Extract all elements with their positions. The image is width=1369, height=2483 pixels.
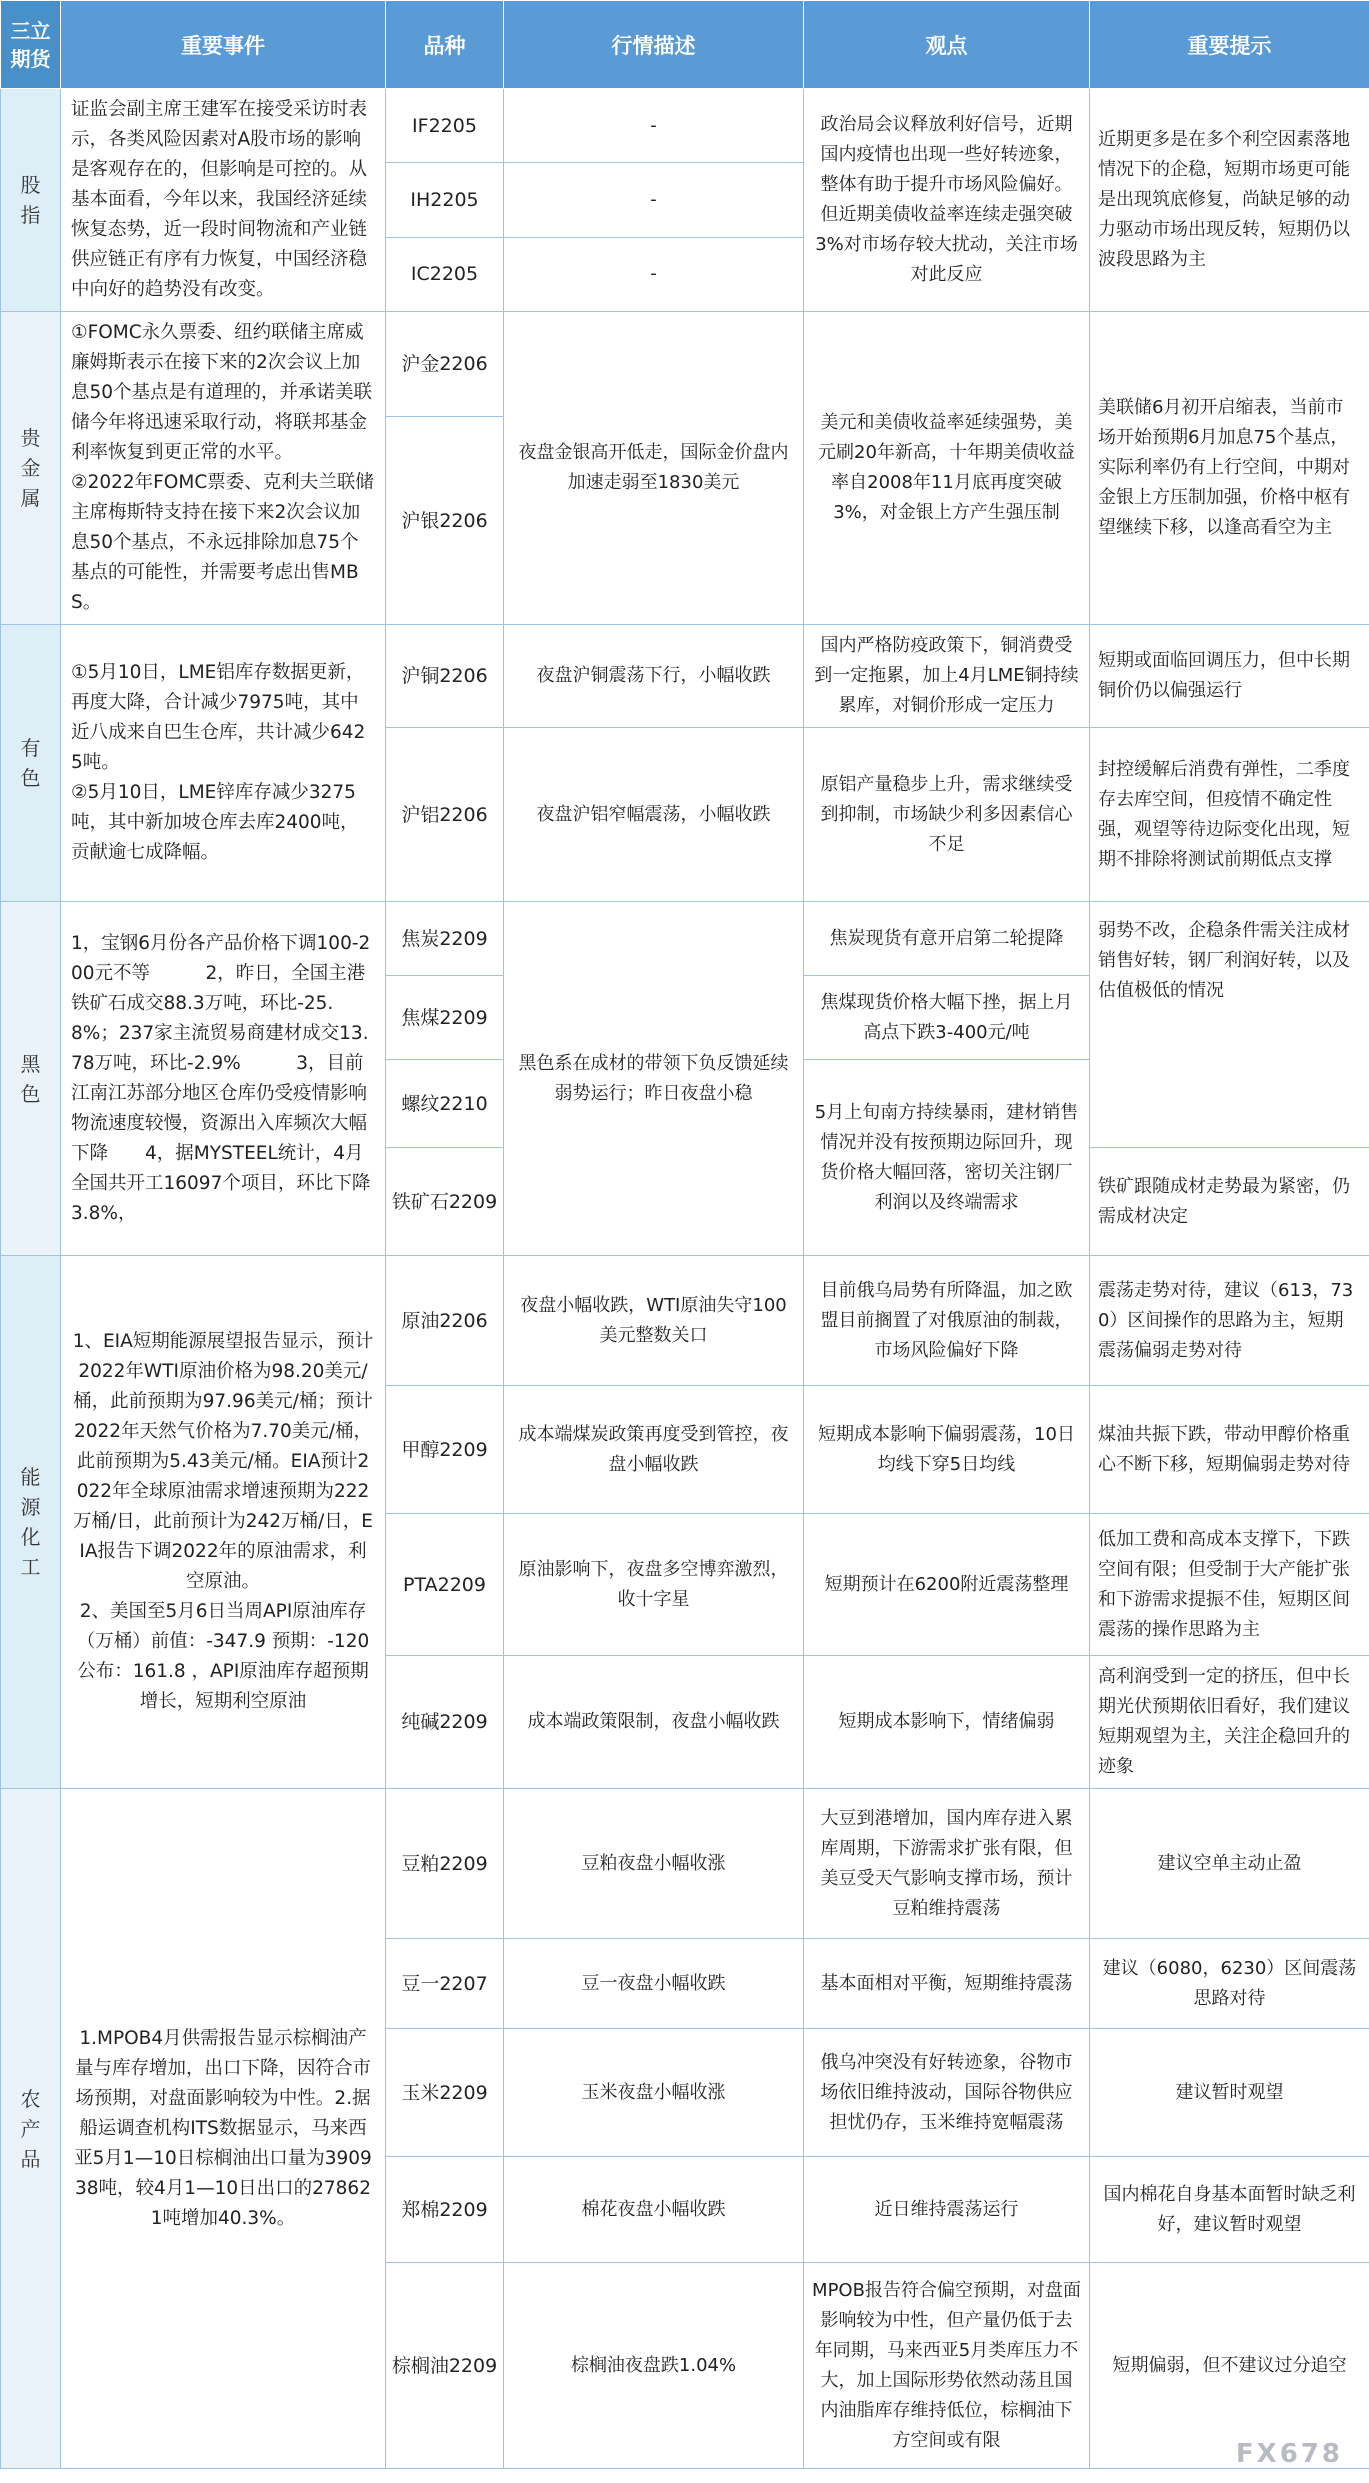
- hint-cell: 封控缓解后消费有弹性，二季度存去库空间，但疫情不确定性强，观望等待边际变化出现，短期不排除将测试前期低点支撑: [1090, 728, 1369, 902]
- category-ferrous: 黑 色: [1, 902, 61, 1256]
- market-cell: 成本端政策限制，夜盘小幅收跌: [504, 1656, 804, 1789]
- hint-cell: 国内棉花自身基本面暂时缺乏利好，建议暂时观望: [1090, 2157, 1369, 2263]
- hint-cell: 短期偏弱，但不建议过分追空: [1090, 2263, 1369, 2469]
- market-cell: 豆一夜盘小幅收跌: [504, 1939, 804, 2029]
- table-row: [1, 1789, 1369, 1939]
- market-cell: 夜盘金银高开低走，国际金价盘内加速走弱至1830美元: [504, 312, 804, 625]
- market-cell: -: [504, 237, 804, 311]
- table-row: [1, 625, 1369, 728]
- table-header-row: [1, 1, 1369, 89]
- variety-cell: IC2205: [386, 237, 504, 311]
- hint-cell: 建议暂时观望: [1090, 2029, 1369, 2157]
- variety-cell: 棕榈油2209: [386, 2263, 504, 2469]
- hint-cell: 震荡走势对待，建议（613，730）区间操作的思路为主，短期震荡偏弱走势对待: [1090, 1256, 1369, 1386]
- variety-cell: 豆一2207: [386, 1939, 504, 2029]
- view-cell: 近日维持震荡运行: [804, 2157, 1090, 2263]
- variety-cell: 焦炭2209: [386, 902, 504, 976]
- variety-cell: 螺纹2210: [386, 1060, 504, 1148]
- category-nonferrous: 有 色: [1, 625, 61, 902]
- market-cell: 夜盘小幅收跌，WTI原油失守100美元整数关口: [504, 1256, 804, 1386]
- variety-cell: PTA2209: [386, 1514, 504, 1656]
- variety-cell: 沪铜2206: [386, 625, 504, 728]
- hint-cell: 近期更多是在多个利空因素落地情况下的企稳，短期市场更可能是出现筑底修复，尚缺足够的动力驱动市场出现反转，短期仍以波段思路为主: [1090, 89, 1369, 312]
- view-cell: 短期成本影响下偏弱震荡，10日均线下穿5日均线: [804, 1386, 1090, 1514]
- category-energy-chemicals: 能 源 化 工: [1, 1256, 61, 1789]
- header-market: 行情描述: [504, 1, 804, 89]
- hint-cell: 煤油共振下跌，带动甲醇价格重心不断下移，短期偏弱走势对待: [1090, 1386, 1369, 1514]
- view-cell: 短期成本影响下，情绪偏弱: [804, 1656, 1090, 1789]
- event-cell: 证监会副主席王建军在接受采访时表示，各类风险因素对A股市场的影响是客观存在的，但影响是可控的。从基本面看，今年以来，我国经济延续恢复态势，近一段时间物流和产业链供应链正有序有力恢复，中国经济稳中向好的趋势没有改变。: [61, 89, 386, 312]
- view-cell: 目前俄乌局势有所降温，加之欧盟目前搁置了对俄原油的制裁，市场风险偏好下降: [804, 1256, 1090, 1386]
- category-stock-index: 股 指: [1, 89, 61, 312]
- view-cell: 美元和美债收益率延续强势，美元刷20年新高，十年期美债收益率自2008年11月底再度突破3%，对金银上方产生强压制: [804, 312, 1090, 625]
- variety-cell: 甲醇2209: [386, 1386, 504, 1514]
- hint-cell: 铁矿跟随成材走势最为紧密，仍需成材决定: [1090, 1148, 1369, 1256]
- header-view: 观点: [804, 1, 1090, 89]
- market-cell: -: [504, 163, 804, 237]
- variety-cell: 焦煤2209: [386, 976, 504, 1060]
- market-cell: 成本端煤炭政策再度受到管控，夜盘小幅收跌: [504, 1386, 804, 1514]
- category-agriculture: 农 产 品: [1, 1789, 61, 2469]
- header-event: 重要事件: [61, 1, 386, 89]
- event-cell: ①5月10日，LME铝库存数据更新，再度大降，合计减少7975吨，其中近八成来自巴生仓库，共计减少6425吨。 ②5月10日，LME锌库存减少3275吨，其中新加坡仓库去库2400吨，贡献逾七成降幅。: [61, 625, 386, 902]
- table-row: [1, 89, 1369, 163]
- variety-cell: 沪银2206: [386, 417, 504, 625]
- hint-cell: 短期或面临回调压力，但中长期铜价仍以偏强运行: [1090, 625, 1369, 728]
- variety-cell: 沪铝2206: [386, 728, 504, 902]
- market-cell: 黑色系在成材的带领下负反馈延续弱势运行；昨日夜盘小稳: [504, 902, 804, 1256]
- hint-cell: 高利润受到一定的挤压，但中长期光伏预期依旧看好，我们建议短期观望为主，关注企稳回升的迹象: [1090, 1656, 1369, 1789]
- market-cell: 夜盘沪铜震荡下行，小幅收跌: [504, 625, 804, 728]
- view-cell: 焦煤现货价格大幅下挫，据上月高点下跌3-400元/吨: [804, 976, 1090, 1060]
- hint-cell: 低加工费和高成本支撑下，下跌空间有限；但受制于大产能扩张和下游需求提振不佳，短期区间震荡的操作思路为主: [1090, 1514, 1369, 1656]
- market-cell: 棕榈油夜盘跌1.04%: [504, 2263, 804, 2469]
- market-cell: 玉米夜盘小幅收涨: [504, 2029, 804, 2157]
- table-row: [1, 1256, 1369, 1386]
- view-cell: 短期预计在6200附近震荡整理: [804, 1514, 1090, 1656]
- header-hint: 重要提示: [1090, 1, 1369, 89]
- event-cell: 1.MPOB4月供需报告显示棕榈油产量与库存增加，出口下降，因符合市场预期，对盘面影响较为中性。2.据船运调查机构ITS数据显示，马来西亚5月1—10日棕榈油出口量为390938吨，较4月1—10日出口的278621吨增加40.3%。: [61, 1789, 386, 2469]
- view-cell: 基本面相对平衡，短期维持震荡: [804, 1939, 1090, 2029]
- view-cell: MPOB报告符合偏空预期，对盘面影响较为中性，但产量仍低于去年同期，马来西亚5月类库压力不大，加上国际形势依然动荡且国内油脂库存维持低位，棕榈油下方空间或有限: [804, 2263, 1090, 2469]
- variety-cell: IH2205: [386, 163, 504, 237]
- market-cell: 豆粕夜盘小幅收涨: [504, 1789, 804, 1939]
- market-cell: 棉花夜盘小幅收跌: [504, 2157, 804, 2263]
- variety-cell: 郑棉2209: [386, 2157, 504, 2263]
- variety-cell: 玉米2209: [386, 2029, 504, 2157]
- event-cell: 1、EIA短期能源展望报告显示，预计2022年WTI原油价格为98.20美元/桶，此前预期为97.96美元/桶；预计2022年天然气价格为7.70美元/桶，此前预期为5.43美元/桶。EIA预计2022年全球原油需求增速预期为222万桶/日，此前预计为242万桶/日，EIA报告下调2022年的原油需求，利空原油。 2、美国至5月6日当周API原油库存（万桶）前值：-347.9 预期：-120 公布：161.8 ，API原油库存超预期增长，短期利空原油: [61, 1256, 386, 1789]
- variety-cell: 原油2206: [386, 1256, 504, 1386]
- market-cell: -: [504, 89, 804, 163]
- header-category: 三立 期货: [1, 1, 61, 89]
- event-cell: 1，宝钢6月份各产品价格下调100-200元不等 2，昨日，全国主港铁矿石成交88.3万吨，环比-25.8%；237家主流贸易商建材成交13.78万吨，环比-2.9% 3，目前江南江苏部分地区仓库仍受疫情影响物流速度较慢，资源出入库频次大幅下降 4，据MYSTEEL统计，4月全国共开工16097个项目，环比下降3.8%，: [61, 902, 386, 1256]
- variety-cell: IF2205: [386, 89, 504, 163]
- hint-cell: 建议空单主动止盈: [1090, 1789, 1369, 1939]
- view-cell: 国内严格防疫政策下，铜消费受到一定拖累，加上4月LME铜持续累库，对铜价形成一定压力: [804, 625, 1090, 728]
- variety-cell: 沪金2206: [386, 312, 504, 417]
- market-cell: 夜盘沪铝窄幅震荡，小幅收跌: [504, 728, 804, 902]
- view-cell: 大豆到港增加，国内库存进入累库周期，下游需求扩张有限，但美豆受天气影响支撑市场，预计豆粕维持震荡: [804, 1789, 1090, 1939]
- view-cell: 5月上旬南方持续暴雨，建材销售情况并没有按预期边际回升，现货价格大幅回落，密切关注钢厂利润以及终端需求: [804, 1060, 1090, 1256]
- header-variety: 品种: [386, 1, 504, 89]
- hint-cell: 美联储6月初开启缩表，当前市场开始预期6月加息75个基点，实际利率仍有上行空间，中期对金银上方压制加强，价格中枢有望继续下移，以逢高看空为主: [1090, 312, 1369, 625]
- variety-cell: 纯碱2209: [386, 1656, 504, 1789]
- market-cell: 原油影响下，夜盘多空博弈激烈，收十字星: [504, 1514, 804, 1656]
- event-cell: ①FOMC永久票委、纽约联储主席威廉姆斯表示在接下来的2次会议上加息50个基点是有道理的，并承诺美联储今年将迅速采取行动，将联邦基金利率恢复到更正常的水平。 ②2022年FOMC票委、克利夫兰联储主席梅斯特支持在接下来2次会议加息50个基点，不永远排除加息75个基点的可能性，并需要考虑出售MBS。: [61, 312, 386, 625]
- view-cell: 原铝产量稳步上升，需求继续受到抑制，市场缺少利多因素信心不足: [804, 728, 1090, 902]
- table-row: [1, 902, 1369, 976]
- hint-cell: 弱势不改，企稳条件需关注成材销售好转，钢厂利润好转，以及估值极低的情况: [1090, 902, 1369, 1148]
- view-cell: 焦炭现货有意开启第二轮提降: [804, 902, 1090, 976]
- category-precious-metals: 贵 金 属: [1, 312, 61, 625]
- watermark-logo: FX678: [1235, 2439, 1343, 2469]
- variety-cell: 豆粕2209: [386, 1789, 504, 1939]
- view-cell: 俄乌冲突没有好转迹象，谷物市场依旧维持波动，国际谷物供应担忧仍存，玉米维持宽幅震荡: [804, 2029, 1090, 2157]
- hint-cell: 建议（6080，6230）区间震荡思路对待: [1090, 1939, 1369, 2029]
- variety-cell: 铁矿石2209: [386, 1148, 504, 1256]
- table-row: [1, 312, 1369, 417]
- view-cell: 政治局会议释放利好信号，近期国内疫情也出现一些好转迹象，整体有助于提升市场风险偏好。但近期美债收益率连续走强突破3%对市场存较大扰动，关注市场对此反应: [804, 89, 1090, 312]
